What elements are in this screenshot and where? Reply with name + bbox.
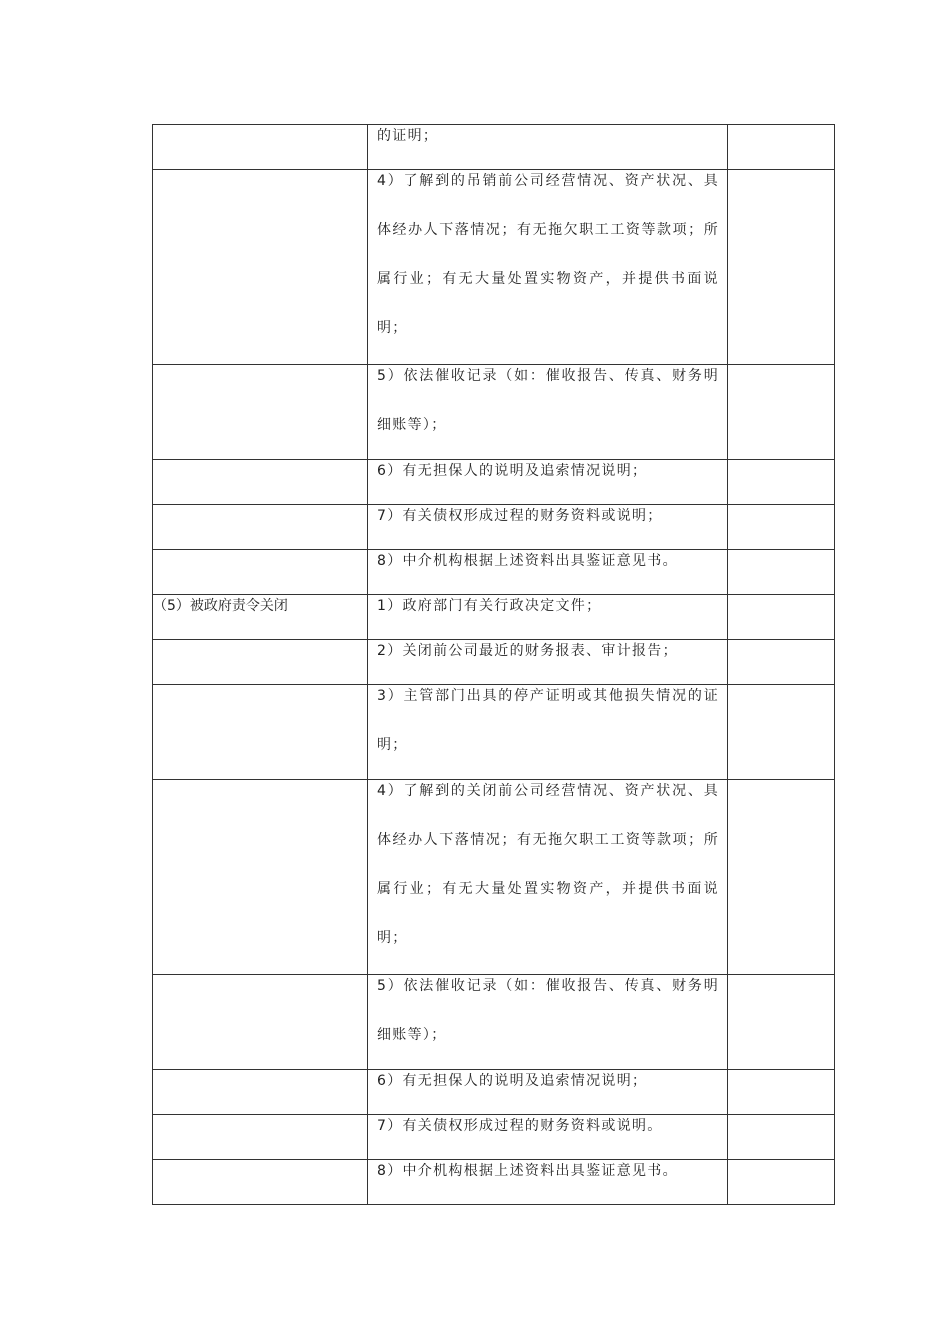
category-cell [153,125,368,170]
item-text: 6）有无担保人的说明及追索情况说明； [377,463,648,479]
note-cell [728,550,835,595]
note-cell [728,780,835,975]
category-cell [153,365,368,460]
note-cell [728,1160,835,1205]
category-cell [153,1070,368,1115]
item-cell [368,170,728,365]
item-cell [368,685,728,780]
item-text: 4）了解到的关闭前公司经营情况、资产状况、具体经办人下落情况；有无拖欠职工工资等款项；所属行业；有无大量处置实物资产，并提供书面说明； [377,783,719,946]
note-cell [728,505,835,550]
item-text: 4）了解到的吊销前公司经营情况、资产状况、具体经办人下落情况；有无拖欠职工工资等款项；所属行业；有无大量处置实物资产，并提供书面说明； [377,173,719,336]
category-cell [153,975,368,1070]
note-cell [728,1115,835,1160]
note-cell [728,125,835,170]
table-row [153,1160,835,1205]
category-cell [153,170,368,365]
item-text: 5）依法催收记录（如：催收报告、传真、财务明细账等）； [377,368,719,433]
item-text: 2）关闭前公司最近的财务报表、审计报告； [377,643,678,659]
category-cell [153,1115,368,1160]
table-row [153,780,835,975]
note-cell [728,170,835,365]
item-text: 7）有关债权形成过程的财务资料或说明； [377,508,663,524]
item-text: 8）中介机构根据上述资料出具鉴证意见书。 [377,553,678,569]
note-cell [728,975,835,1070]
item-cell [368,780,728,975]
item-cell [368,365,728,460]
category-cell: （5）被政府责令关闭 [153,595,368,640]
item-text: 7）有关债权形成过程的财务资料或说明。 [377,1118,663,1134]
note-cell [728,460,835,505]
category-cell [153,460,368,505]
note-cell [728,595,835,640]
note-cell [728,365,835,460]
table-row [153,975,835,1070]
category-cell [153,640,368,685]
category-cell [153,685,368,780]
note-cell [728,1070,835,1115]
item-text: 8）中介机构根据上述资料出具鉴证意见书。 [377,1163,678,1179]
item-text: 6）有无担保人的说明及追索情况说明； [377,1073,648,1089]
table-row [153,365,835,460]
item-text: 的证明； [377,128,439,144]
item-cell [368,975,728,1070]
category-cell [153,1160,368,1205]
item-cell [368,1160,728,1205]
requirements-table [152,124,835,1205]
item-text: 5）依法催收记录（如：催收报告、传真、财务明细账等）； [377,978,719,1043]
category-cell [153,505,368,550]
table-body [153,125,835,1205]
table-row [153,170,835,365]
item-text: 1）政府部门有关行政决定文件； [377,598,602,614]
category-cell [153,550,368,595]
note-cell [728,685,835,780]
note-cell [728,640,835,685]
item-text: 3）主管部门出具的停产证明或其他损失情况的证明； [377,688,719,753]
table-row [153,685,835,780]
category-cell [153,780,368,975]
